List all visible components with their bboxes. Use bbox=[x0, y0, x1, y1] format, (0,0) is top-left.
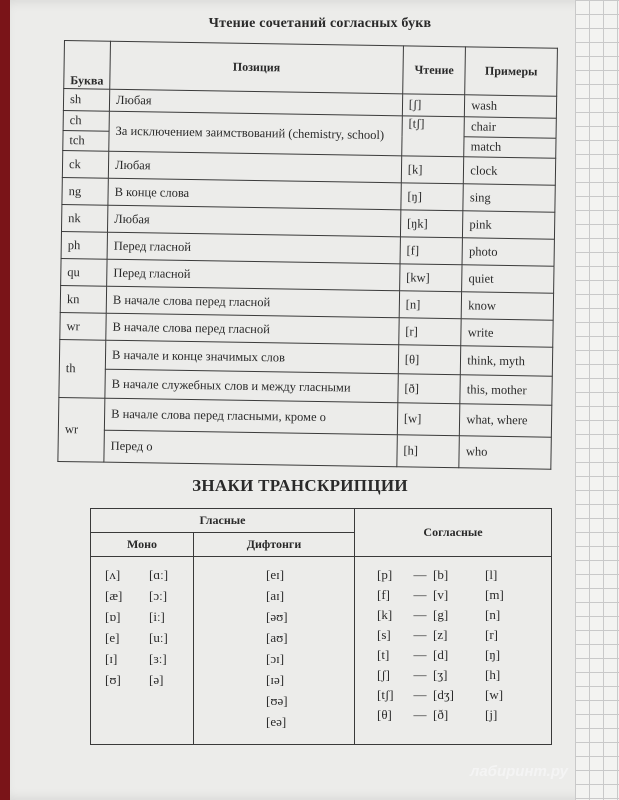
consonant-sign: [k] bbox=[377, 607, 393, 622]
letter-cell: qu bbox=[61, 258, 107, 286]
consonant-sign: [g] bbox=[433, 607, 449, 622]
pair-dash: — bbox=[413, 707, 427, 722]
consonant-sign: [ŋ] bbox=[485, 647, 501, 662]
pair-dash: — bbox=[413, 667, 427, 682]
example-cell: who bbox=[459, 436, 551, 469]
letter-cell: nk bbox=[61, 204, 107, 232]
signs-row bbox=[91, 557, 552, 745]
mono-cell bbox=[91, 557, 194, 745]
reading-cell: [ŋk] bbox=[400, 210, 463, 238]
table2-title: ЗНАКИ ТРАНСКРИПЦИИ bbox=[192, 476, 408, 495]
letter-cell: ph bbox=[61, 231, 107, 259]
consonant-sign: [p] bbox=[377, 567, 393, 582]
pair-dash: — bbox=[413, 627, 427, 642]
reading-cell: [θ] bbox=[398, 345, 461, 375]
position-cell: За исключением заимствований (chemistry, school) bbox=[109, 111, 402, 156]
example-cell: match bbox=[464, 137, 556, 158]
letter-cell: ch bbox=[63, 110, 109, 131]
vowel-sign: [ə] bbox=[149, 672, 164, 687]
consonant-sign: [ʃ] bbox=[377, 667, 390, 682]
vowel-sign: [ɒ] bbox=[105, 609, 121, 624]
vowel-sign: [iː] bbox=[149, 609, 165, 624]
letter-cell: kn bbox=[60, 285, 106, 313]
consonant-combinations-table bbox=[57, 40, 558, 470]
letter-cell: wr bbox=[58, 397, 105, 462]
consonant-sign: [ʒ] bbox=[433, 667, 448, 682]
reading-cell: [kw] bbox=[399, 264, 462, 292]
reading-cell: [r] bbox=[399, 318, 462, 346]
header-letter: Буква bbox=[64, 41, 111, 90]
example-cell: chair bbox=[464, 117, 556, 138]
letter-cell: th bbox=[59, 339, 106, 398]
letter-cell: sh bbox=[63, 89, 109, 112]
vowel-sign: [e] bbox=[105, 630, 120, 645]
position-cell: В начале служебных слов и между гласными bbox=[105, 369, 398, 403]
example-cell: sing bbox=[463, 184, 555, 212]
consonant-sign: [h] bbox=[485, 667, 501, 682]
example-cell: write bbox=[461, 319, 553, 347]
pair-dash: — bbox=[413, 587, 427, 602]
vowel-sign: [ɜː] bbox=[149, 651, 167, 666]
reading-cell: [tʃ] bbox=[402, 116, 465, 157]
position-cell: Любая bbox=[109, 89, 402, 116]
consonants-header: Согласные bbox=[355, 509, 552, 557]
pair-dash: — bbox=[413, 687, 427, 702]
position-cell: Любая bbox=[108, 151, 401, 183]
consonant-sign: [m] bbox=[485, 587, 504, 602]
consonant-sign: [r] bbox=[485, 627, 498, 642]
consonant-sign: [θ] bbox=[377, 707, 392, 722]
consonant-sign: [dʒ] bbox=[433, 687, 454, 702]
position-cell: Перед o bbox=[104, 430, 397, 467]
diphthongs-list bbox=[194, 557, 354, 730]
reading-cell: [ʃ] bbox=[402, 94, 465, 117]
vowel-sign: [ʊ] bbox=[105, 672, 121, 687]
vowel-sign: [ɑː] bbox=[149, 567, 169, 582]
diphthong-sign: [aʊ] bbox=[266, 630, 288, 645]
diphthong-sign: [ʊə] bbox=[266, 693, 288, 708]
vowel-sign: [ʌ] bbox=[105, 567, 121, 582]
pair-dash: — bbox=[413, 647, 427, 662]
example-cell: think, myth bbox=[461, 346, 553, 376]
consonants-list bbox=[355, 557, 551, 723]
position-cell: В начале и конце значимых слов bbox=[105, 340, 398, 374]
consonant-sign: [t] bbox=[377, 647, 390, 662]
reading-cell: [w] bbox=[397, 403, 460, 436]
grid-page-edge bbox=[575, 0, 619, 800]
letter-cell: ng bbox=[62, 177, 108, 205]
mono-list bbox=[91, 557, 193, 688]
example-cell: pink bbox=[463, 211, 555, 239]
diphthongs-header: Дифтонги bbox=[194, 533, 355, 557]
consonant-sign: [j] bbox=[485, 707, 498, 722]
diphthong-sign: [əʊ] bbox=[266, 609, 288, 624]
position-cell: В конце слова bbox=[108, 178, 401, 210]
diphthong-sign: [ɔɪ] bbox=[266, 651, 285, 666]
position-cell: В начале слова перед гласными, кроме o bbox=[104, 398, 397, 435]
consonant-sign: [tʃ] bbox=[377, 687, 394, 702]
diphthongs-cell bbox=[194, 557, 355, 745]
watermark-logo: лабиринт.ру bbox=[470, 763, 568, 780]
vowel-sign: [uː] bbox=[149, 630, 168, 645]
consonants-cell bbox=[355, 557, 552, 745]
consonant-sign: [s] bbox=[377, 627, 391, 642]
reading-cell: [ŋ] bbox=[401, 183, 464, 211]
vowel-sign: [æ] bbox=[105, 588, 123, 603]
consonant-sign: [d] bbox=[433, 647, 449, 662]
diphthong-sign: [eɪ] bbox=[266, 567, 285, 582]
diphthong-sign: [aɪ] bbox=[266, 588, 285, 603]
header-position: Позиция bbox=[110, 41, 404, 94]
position-cell: Перед гласной bbox=[107, 259, 400, 291]
position-cell: В начале слова перед гласной bbox=[106, 313, 399, 345]
position-cell: В начале слова перед гласной bbox=[106, 286, 399, 318]
example-cell: know bbox=[461, 292, 553, 320]
reading-cell: [n] bbox=[399, 291, 462, 319]
vowel-sign: [ɪ] bbox=[105, 651, 118, 666]
diphthong-sign: [eə] bbox=[266, 714, 287, 729]
consonant-sign: [n] bbox=[485, 607, 501, 622]
example-cell: what, where bbox=[460, 404, 552, 437]
header-examples: Примеры bbox=[465, 47, 557, 96]
consonant-sign: [b] bbox=[433, 567, 449, 582]
consonant-sign: [z] bbox=[433, 627, 448, 642]
mono-header: Моно bbox=[91, 533, 194, 557]
header-reading: Чтение bbox=[403, 46, 466, 95]
vowels-header: Гласные bbox=[91, 509, 355, 533]
example-cell: photo bbox=[462, 238, 554, 266]
table-header-row bbox=[64, 41, 558, 97]
reading-cell: [h] bbox=[397, 435, 460, 468]
vowel-sign: [ɔː] bbox=[149, 588, 168, 603]
example-cell: clock bbox=[464, 157, 556, 185]
consonant-sign: [w] bbox=[485, 687, 504, 702]
consonant-sign: [f] bbox=[377, 587, 390, 602]
letter-cell: wr bbox=[60, 312, 106, 340]
example-cell: this, mother bbox=[460, 375, 552, 405]
position-cell: Любая bbox=[108, 205, 401, 237]
pair-dash: — bbox=[413, 567, 427, 582]
example-cell: quiet bbox=[462, 265, 554, 293]
consonant-sign: [v] bbox=[433, 587, 449, 602]
example-cell: wash bbox=[465, 95, 557, 118]
pair-dash: — bbox=[413, 607, 427, 622]
reading-cell: [f] bbox=[400, 237, 463, 265]
letter-cell: ck bbox=[62, 150, 108, 178]
reading-cell: [ð] bbox=[398, 374, 461, 404]
letter-cell: tch bbox=[63, 130, 109, 151]
consonant-sign: [l] bbox=[485, 567, 498, 582]
consonant-sign: [ð] bbox=[433, 707, 449, 722]
reading-cell: [k] bbox=[401, 156, 464, 184]
table1-title: Чтение сочетаний согласных букв bbox=[208, 16, 432, 31]
vowels-header-row bbox=[91, 509, 552, 533]
transcription-signs-table bbox=[90, 508, 552, 745]
diphthong-sign: [ɪə] bbox=[266, 672, 285, 687]
position-cell: Перед гласной bbox=[107, 232, 400, 264]
